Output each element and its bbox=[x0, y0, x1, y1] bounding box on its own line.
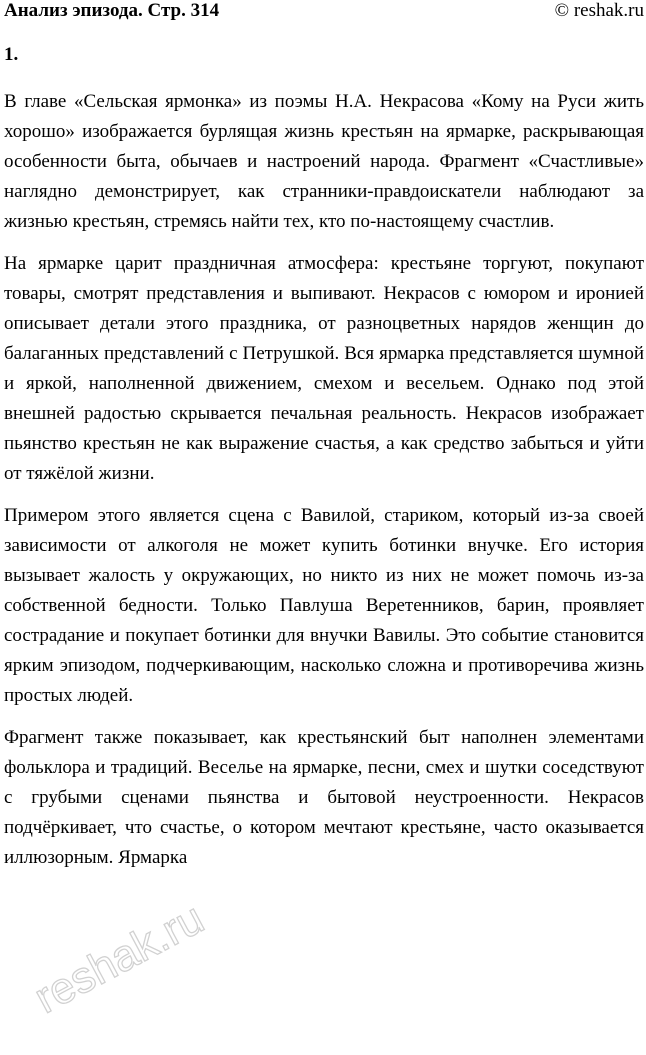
paragraph-1: В главе «Сельская ярмонка» из поэмы Н.А. Некрасова «Кому на Руси жить хорошо» изображается бурлящая жизнь крестьян на ярмарке, раскрывающая особенности быта, обычаев и настроений народа. Фрагмент «Счастливые» наглядно демонстрирует, как странники-правдоискатели наблюдают за жизнью крестьян, стремясь найти тех, кто по-настоящему счастлив. bbox=[4, 91, 644, 232]
paragraph-4: Фрагмент также показывает, как крестьянский быт наполнен элементами фольклора и традиций. Веселье на ярмарке, песни, смех и шутки соседствуют с грубыми сценами пьянства и бытовой неустроенности. Некрасов подчёркивает, что счастье, о котором мечтают крестьяне, часто оказывается иллюзорным. Ярмарка bbox=[4, 727, 644, 868]
paragraph-2: На ярмарке царит праздничная атмосфера: крестьяне торгуют, покупают товары, смотрят представления и выпивают. Некрасов с юмором и иронией описывает детали этого праздника, от разноцветных нарядов женщин до балаганных представлений с Петрушкой. Вся ярмарка представляется шумной и яркой, наполненной движением, смехом и весельем. Однако под этой внешней радостью скрывается печальная реальность. Некрасов изображает пьянство крестьян не как выражение счастья, а как средство забыться и уйти от тяжёлой жизни. bbox=[4, 253, 644, 484]
page-header bbox=[4, 0, 644, 28]
watermark-text: reshak.ru bbox=[26, 893, 212, 1023]
answer-text bbox=[4, 87, 644, 885]
task-number: 1. bbox=[4, 44, 19, 65]
paragraph-3: Примером этого является сцена с Вавилой, стариком, который из-за своей зависимости от алкоголя не может купить ботинки внучке. Его история вызывает жалость у окружающих, но никто из них не может помочь из-за собственной бедности. Только Павлуша Веретенников, барин, проявляет сострадание и покупает ботинки для внучки Вавилы. Это событие становится ярким эпизодом, подчеркивающим, насколько сложна и противоречива жизнь простых людей. bbox=[4, 505, 644, 706]
reshak-watermark-logo bbox=[20, 880, 220, 1030]
site-credit: © reshak.ru bbox=[554, 0, 644, 21]
page-title: Анализ эпизода. Стр. 314 bbox=[4, 0, 220, 21]
